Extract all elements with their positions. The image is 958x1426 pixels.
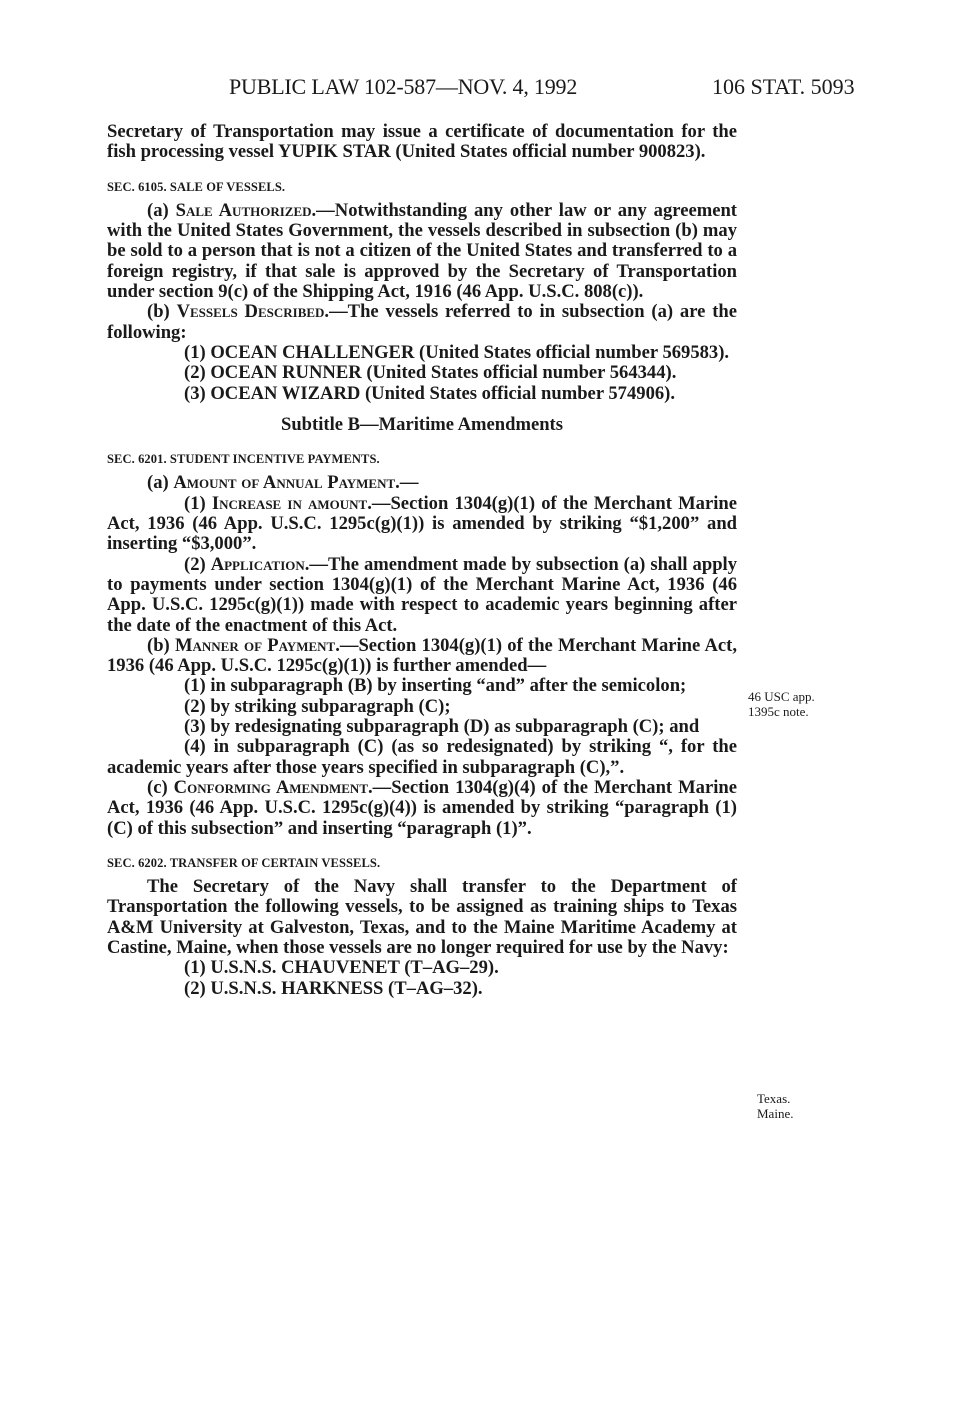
subsection-heading: Conforming Amendment. [173, 776, 373, 798]
paragraph-label: (2) [184, 553, 211, 575]
amendment-item: (2) by striking subparagraph (C); [184, 695, 451, 717]
paragraph-heading: Application. [210, 553, 310, 575]
subsection-label: (b) [147, 301, 177, 323]
subsection-text: — [399, 472, 419, 494]
subsection-heading: Sale Authorized. [175, 199, 317, 221]
paragraph-text: —The amendment made by subsection (a) shall apply to payments under section 1304(g)(1) of the Merchant Marine Act, 1936 (46 App. U.S.C. 1295c(g)(1)) made with respect to academic years beginning after the date of the enactment of this Act. [107, 553, 737, 636]
subsection-label: (c) [147, 776, 174, 798]
transfer-vessel-item: (2) U.S.N.S. HARKNESS (T–AG–32). [184, 977, 483, 999]
section-6201-a2 [107, 555, 737, 636]
page-header-stat: 106 STAT. 5093 [712, 74, 855, 99]
section-6201-c [107, 778, 737, 839]
section-6105-heading: SEC. 6105. SALE OF VESSELS. [107, 179, 286, 194]
section-6201-heading: SEC. 6201. STUDENT INCENTIVE PAYMENTS. [107, 452, 380, 467]
carryover-paragraph: Secretary of Transportation may issue a certificate of documentation for the fish processing vessel YUPIK STAR (United States official number 900823). [107, 121, 737, 163]
amendment-item: (1) in subparagraph (B) by inserting “and” after the semicolon; [184, 675, 687, 697]
subsection-text: —The vessels referred to in subsection (a) are the following: [107, 301, 737, 343]
side-note-states [757, 1091, 897, 1121]
subsection-heading: Amount of Annual Payment. [173, 472, 400, 494]
amendment-item: (3) by redesignating subparagraph (D) as subparagraph (C); and [184, 716, 700, 738]
subsection-text: —Notwithstanding any other law or any agreement with the United States Government, the vessels described in subsection (b) may be sold to a person that is not a citizen of the United States and transferred to a foreign registry, if that sale is approved by the Secretary of Transportation under section 9(c) of the Shipping Act, 1916 (46 App. U.S.C. 808(c)). [107, 199, 737, 303]
side-note-usc [748, 689, 888, 719]
vessel-item: (1) OCEAN CHALLENGER (United States official number 569583). [184, 341, 730, 363]
paragraph-label: (1) [184, 492, 212, 514]
section-6201-a1 [107, 494, 737, 555]
side-note-usc-line: 46 USC app. [748, 689, 815, 704]
subtitle-heading: Subtitle B—Maritime Amendments [281, 413, 563, 435]
vessel-item: (3) OCEAN WIZARD (United States official number 574906). [184, 382, 676, 404]
section-6201-b [107, 636, 737, 677]
subsection-heading: Manner of Payment. [174, 634, 340, 656]
subsection-heading: Vessels Described. [176, 301, 330, 323]
vessel-item: (2) OCEAN RUNNER (United States official number 564344). [184, 362, 677, 384]
paragraph-text: —Section 1304(g)(1) of the Merchant Marine Act, 1936 (46 App. U.S.C. 1295c(g)(1)) is amended by striking “$1,200” and inserting “$3,000”. [107, 492, 737, 555]
section-6105-b [107, 302, 737, 343]
subsection-text: —Section 1304(g)(1) of the Merchant Marine Act, 1936 (46 App. U.S.C. 1295c(g)(1)) is further amended— [107, 634, 738, 677]
document-body [107, 122, 737, 999]
section-6202-text: The Secretary of the Navy shall transfer to the Department of Transportation the following vessels, to be assigned as training ships to Texas A&M University at Galveston, Texas, and to the Maine Maritime Academy at Castine, Maine, when those vessels are no longer required for use by the Navy: [107, 876, 737, 958]
subsection-label: (b) [147, 634, 175, 656]
section-6105-a [107, 201, 737, 302]
section-6202-heading: SEC. 6202. TRANSFER OF CERTAIN VESSELS. [107, 855, 381, 870]
page-header-title: PUBLIC LAW 102-587—NOV. 4, 1992 [229, 74, 578, 99]
amendment-item: (4) in subparagraph (C) (as so redesignated) by striking “, for the academic years after those years specified in subparagraph (C),”. [107, 736, 737, 778]
subsection-text: —Section 1304(g)(4) of the Merchant Marine Act, 1936 (46 App. U.S.C. 1295c(g)(4)) is amended by striking “paragraph (1)(C) of this subsection” and inserting “paragraph (1)”. [107, 776, 737, 839]
paragraph-heading: Increase in amount. [211, 492, 372, 514]
transfer-vessel-item: (1) U.S.N.S. CHAUVENET (T–AG–29). [184, 957, 499, 979]
side-note-usc-line: 1395c note. [748, 704, 809, 719]
side-note-state: Maine. [757, 1106, 794, 1121]
subsection-label: (a) [147, 199, 176, 221]
subsection-label: (a) [147, 472, 174, 494]
section-6201-a [107, 473, 737, 493]
side-note-state: Texas. [757, 1091, 791, 1106]
